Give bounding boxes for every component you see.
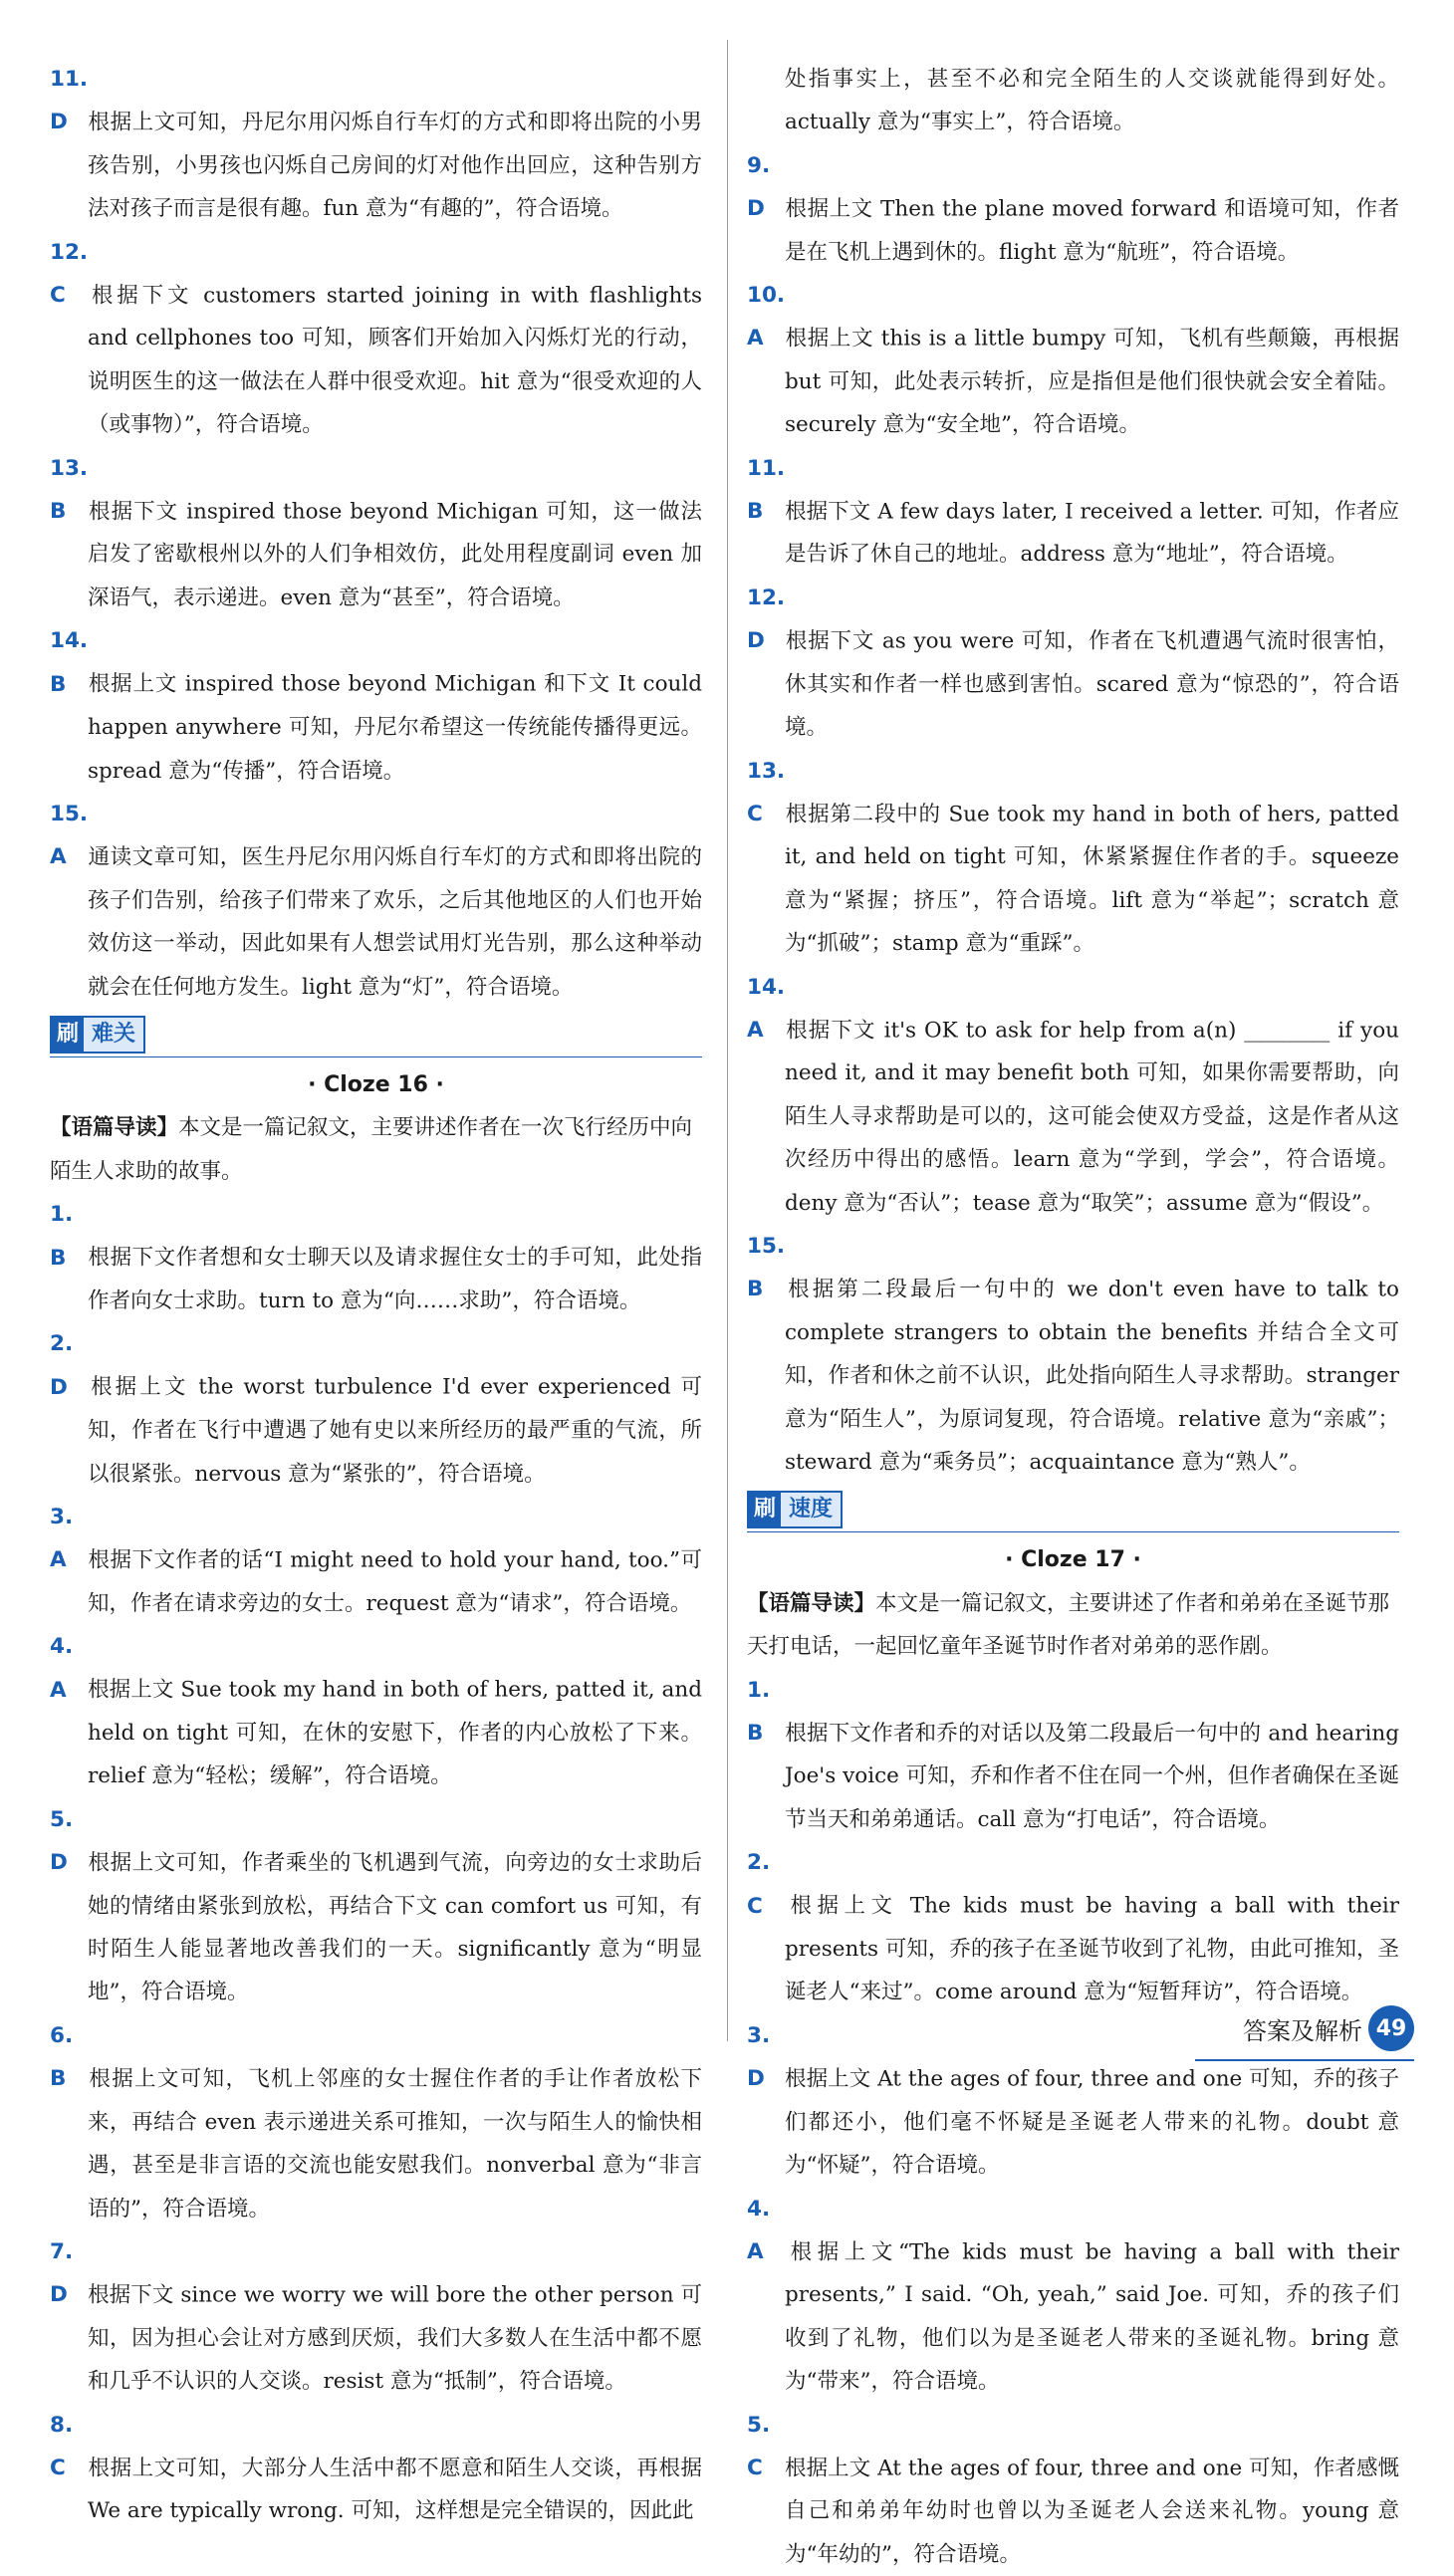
section-banner-hard [50,1013,702,1057]
answer-item [50,1193,702,1322]
answer-explanation: 根据上文可知，作者乘坐的飞机遇到气流，向旁边的女士求助后她的情绪由紧张到放松，再结合下文 can comfort us 可知，有时陌生人能显著地改善我们的一天。significantly 意为“明显地”，符合语境。 [88,1850,702,2005]
cloze-title: · Cloze 16 · [308,1071,444,1097]
answer-key: 3. D [747,2022,771,2092]
answer-key: 14. A [747,974,786,1043]
answer-key: 2. D [50,1331,74,1400]
answer-explanation: 根据上文可知，丹尼尔用闪烁自行车灯的方式和即将出院的小男孩告别，小男孩也闪烁自己房间的灯对他作出回应，这种告别方法对孩子而言是很有趣。fun 意为“有趣的”，符合语境。 [88,110,702,222]
answer-key: 5. D [50,1806,74,1876]
answer-explanation: 根据上文 this is a little bumpy 可知，飞机有些颠簸，再根据 but 可知，此处表示转折，应是指但是他们很快就会安全着陆。securely 意为“安全地”，符合语境。 [785,326,1399,438]
answer-item [747,2188,1399,2404]
page-footer [1243,2005,1414,2051]
answer-key: 7. D [50,2238,74,2308]
answer-item [50,2014,702,2230]
answer-key: 5. C [747,2412,771,2480]
answer-explanation: 根据下文 it's OK to ask for help from a(n) ________ if you need it, and it may benefit both 可知，如果你需要帮助，向陌生人寻求帮助是可以的，这可能会使双方受益，这是作者从这次经历中得出的感悟。learn 意为“学到，学会”，符合语境。deny 意为“否认”；tease 意为“取笑”；assume 意为“假设”。 [785,1017,1399,1216]
answer-explanation: 根据下文 as you were 可知，作者在飞机遭遇气流时很害怕，休其实和作者一样也感到害怕。scared 意为“惊恐的”，符合语境。 [785,628,1399,741]
answer-key: 12. D [747,585,786,654]
answer-item [50,1496,702,1625]
answer-key: 2. C [747,1850,771,1919]
answer-item [747,2404,1399,2576]
reading-guide: 【语篇导读】本文是一篇记叙文，主要讲述作者在一次飞行经历中向陌生人求助的故事。 [50,1115,693,1184]
answer-explanation: 根据下文作者想和女士聊天以及请求握住女士的手可知，此处指作者向女士求助。turn to 意为“向……求助”，符合语境。 [88,1245,702,1313]
answer-explanation: 根据上文 Then the plane moved forward 和语境可知，作者是在飞机上遇到休的。flight 意为“航班”，符合语境。 [785,196,1399,265]
answer-item [747,1841,1399,2014]
brush-icon: 刷 [749,1493,781,1526]
answer-item [747,966,1399,1225]
answer-explanation: 根据下文 A few days later, I received a letter. 可知，作者应是告诉了休自己的地址。address 意为“地址”，符合语境。 [785,499,1399,568]
answer-item [747,1669,1399,1842]
answer-key: 13. C [747,758,786,826]
answer-explanation: 根据上文 At the ages of four, three and one 可知，作者感慨自己和弟弟年幼时也曾以为圣诞老人会送来礼物。young 意为“年幼的”，符合语境。 [785,2455,1399,2567]
answer-key: 4. A [50,1634,74,1703]
answer-key: 14. B [50,628,89,697]
answer-key: 6. B [50,2022,74,2092]
reading-guide: 【语篇导读】本文是一篇记叙文，主要讲述了作者和弟弟在圣诞节那天打电话，一起回忆童年圣诞节时作者对弟弟的恶作剧。 [747,1590,1390,1660]
answer-item [747,274,1399,447]
answer-item [50,1625,702,1798]
answer-item [747,144,1399,274]
answer-key: 1. B [747,1677,771,1747]
answer-key: 4. A [747,2196,771,2264]
answer-explanation: 根据上文 inspired those beyond Michigan 和下文 It could happen anywhere 可知，丹尼尔希望这一传统能传播得更远。spread 意为“传播”，符合语境。 [88,671,702,784]
answer-key: 3. A [50,1505,74,1573]
answer-item [50,2404,702,2533]
answer-item [50,793,702,1009]
answer-item [747,577,1399,750]
answer-item [50,619,702,793]
left-column [50,58,702,2533]
answer-key: 15. B [747,1233,786,1302]
right-column [747,58,1399,2576]
answer-key: 1. B [50,1202,74,1271]
answer-explanation: 根据下文 customers started joining in with flashlights and cellphones too 可知，顾客们开始加入闪烁灯光的行动，说明医生的这一做法在人群中很受欢迎。hit 意为“很受欢迎的人（或事物）”，符合语境。 [88,283,702,438]
answer-key: 8. C [50,2412,74,2480]
answer-explanation: 根据第二段最后一句中的 we don't even have to talk to complete strangers to obtain the benefits 并结合全文可知，作者和休之前不认识，此处指向陌生人寻求帮助。stranger 意为“陌生人”，为原词复现，符合语境。relative 意为“亲戚”；steward 意为“乘务员”；acquaintance 意为“熟人”。 [785,1277,1399,1475]
answer-key: 15. A [50,801,89,870]
answer-explanation: 通读文章可知，医生丹尼尔用闪烁自行车灯的方式和即将出院的孩子们告别，给孩子们带来了欢乐，之后其他地区的人们也开始效仿这一举动，因此如果有人想尝试用灯光告别，那么这种举动就会在任何地方发生。light 意为“灯”，符合语境。 [88,844,702,1000]
answer-explanation: 根据上文 the worst turbulence I'd ever experienced 可知，作者在飞行中遭遇了她有史以来所经历的最严重的气流，所以很紧张。nervous 意为“紧张的”，符合语境。 [88,1374,702,1487]
answer-key: 11. B [747,455,786,525]
column-divider [727,40,728,2041]
banner-label: 难关 [92,1021,136,1047]
answer-item [50,447,702,620]
answer-explanation: 根据上文 At the ages of four, three and one 可知，乔的孩子们都还小，他们毫不怀疑是圣诞老人带来的礼物。doubt 意为“怀疑”，符合语境。 [785,2066,1399,2179]
answer-explanation: 根据第二段中的 Sue took my hand in both of hers, patted it, and held on tight 可知，休紧紧握住作者的手。squeeze 意为“紧握；挤压”，符合语境。lift 意为“举起”；scratch 意为“抓破”；stamp 意为“重踩”。 [785,801,1399,957]
banner-label: 速度 [789,1497,834,1522]
section-banner-speed [747,1488,1399,1532]
answer-key: 9. D [747,152,771,222]
cloze-title: · Cloze 17 · [1005,1547,1141,1573]
footer-rule [1195,2059,1414,2061]
answer-key: 10. A [747,283,786,351]
answer-item [50,231,702,447]
answer-explanation: 根据上文“The kids must be having a ball with their presents,” I said. “Oh, yeah,” said Joe. 可知，乔的孩子们收到了礼物，他们以为是圣诞老人带来的圣诞礼物。bring 意为“带来”，符合语境。 [785,2238,1399,2395]
continued-text: 处指事实上，甚至不必和完全陌生的人交谈就能得到好处。actually 意为“事实上”，符合语境。 [785,67,1399,135]
answer-explanation: 根据下文作者的话“I might need to hold your hand, too.”可知，作者在请求旁边的女士。request 意为“请求”，符合语境。 [88,1547,702,1616]
answer-item [50,1322,702,1496]
answer-item [747,750,1399,966]
answer-explanation: 根据下文 inspired those beyond Michigan 可知，这一做法启发了密歇根州以外的人们争相效仿，此处用程度副词 even 加深语气，表示递进。even 意为“甚至”，符合语境。 [88,499,702,610]
answer-key: 12. C [50,239,89,309]
footer-label: 答案及解析 [1243,2016,1362,2045]
answer-item [50,58,702,231]
answer-explanation: 根据上文 Sue took my hand in both of hers, patted it, and held on tight 可知，在休的安慰下，作者的内心放松了下来。relief 意为“轻松；缓解”，符合语境。 [88,1677,702,1789]
answer-item [50,1798,702,2014]
answer-explanation: 根据上文可知，飞机上邻座的女士握住作者的手让作者放松下来，再结合 even 表示递进关系可推知，一次与陌生人的愉快相遇，甚至是非言语的交流也能安慰我们。nonverbal 意为“非言语的”，符合语境。 [88,2066,702,2222]
answer-item [747,447,1399,577]
answer-key: 13. B [50,455,89,525]
answer-explanation: 根据上文 The kids must be having a ball with their presents 可知，乔的孩子在圣诞节收到了礼物，由此可推知，圣诞老人“来过”。come around 意为“短暂拜访”，符合语境。 [785,1893,1399,2005]
answer-explanation: 根据上文可知，大部分人生活中都不愿意和陌生人交谈，再根据 We are typically wrong. 可知，这样想是完全错误的，因此此 [88,2455,702,2524]
answer-item [747,1225,1399,1484]
answer-key: 11. D [50,67,89,135]
answer-explanation: 根据下文作者和乔的对话以及第二段最后一句中的 and hearing Joe's voice 可知，乔和作者不住在同一个州，但作者确保在圣诞节当天和弟弟通话。call 意为“打电话”，符合语境。 [785,1721,1399,1832]
page-number: 49 [1368,2005,1414,2051]
brush-icon: 刷 [52,1018,84,1052]
answer-item [50,2230,702,2404]
answer-explanation: 根据下文 since we worry we will bore the other person 可知，因为担心会让对方感到厌烦，我们大多数人在生活中都不愿和几乎不认识的人交谈。resist 意为“抵制”，符合语境。 [88,2282,702,2395]
